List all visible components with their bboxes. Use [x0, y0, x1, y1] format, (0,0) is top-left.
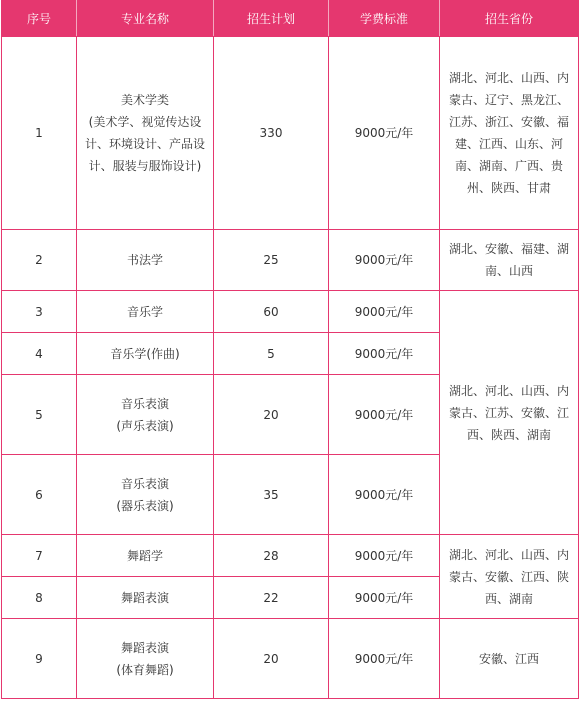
table-row — [2, 37, 579, 230]
major-name-line: (体育舞蹈) — [116, 662, 174, 677]
provinces: 安徽、江西 — [440, 619, 579, 699]
tuition: 9000元/年 — [329, 37, 440, 230]
table-row — [2, 230, 579, 291]
major-name — [77, 619, 214, 699]
enrollment-plan: 20 — [214, 375, 329, 455]
tuition: 9000元/年 — [329, 535, 440, 577]
major-name-line: 书法学 — [126, 253, 163, 267]
tuition: 9000元/年 — [329, 333, 440, 375]
row-index: 9 — [2, 619, 77, 699]
enrollment-plan: 60 — [214, 291, 329, 333]
row-index: 8 — [2, 577, 77, 619]
enrollment-plan: 20 — [214, 619, 329, 699]
row-index: 3 — [2, 291, 77, 333]
enrollment-plan: 22 — [214, 577, 329, 619]
header-provinces: 招生省份 — [440, 1, 579, 37]
tuition: 9000元/年 — [329, 291, 440, 333]
tuition: 9000元/年 — [329, 577, 440, 619]
table-row — [2, 619, 579, 699]
tuition: 9000元/年 — [329, 619, 440, 699]
major-name — [77, 37, 214, 230]
provinces: 湖北、河北、山西、内蒙古、辽宁、黑龙江、江苏、浙江、安徽、福建、江西、山东、河南、湖南、广西、贵州、陕西、甘肃 — [440, 37, 579, 230]
major-name — [77, 535, 214, 577]
major-name — [77, 577, 214, 619]
major-name-line: 舞蹈表演 — [120, 590, 169, 605]
header-enrollment-plan: 招生计划 — [214, 1, 329, 37]
major-name-line: (美术学、视觉传达设计、环境设计、产品设计、服装与服饰设计) — [84, 115, 205, 173]
enrollment-plan: 28 — [214, 535, 329, 577]
major-name-line: 音乐表演 — [120, 396, 169, 411]
major-name-line: 舞蹈表演 — [120, 640, 169, 655]
provinces: 湖北、安徽、福建、湖南、山西 — [440, 230, 579, 291]
header-tuition: 学费标准 — [329, 1, 440, 37]
enrollment-plan: 35 — [214, 455, 329, 535]
major-name — [77, 230, 214, 291]
header-index: 序号 — [2, 1, 77, 37]
major-name — [77, 333, 214, 375]
enrollment-plan-table — [1, 0, 579, 699]
enrollment-plan: 25 — [214, 230, 329, 291]
row-index: 6 — [2, 455, 77, 535]
major-name-line: 舞蹈学 — [126, 548, 163, 563]
major-name — [77, 455, 214, 535]
major-name-line: 音乐学 — [126, 304, 163, 319]
tuition: 9000元/年 — [329, 230, 440, 291]
major-name-line: 美术学类 — [120, 93, 169, 107]
enrollment-plan: 330 — [214, 37, 329, 230]
major-name-line: (器乐表演) — [116, 498, 174, 513]
header-row — [2, 1, 579, 37]
header-major-name: 专业名称 — [77, 1, 214, 37]
enrollment-plan: 5 — [214, 333, 329, 375]
table-row — [2, 535, 579, 577]
major-name — [77, 291, 214, 333]
provinces: 湖北、河北、山西、内蒙古、江苏、安徽、江西、陕西、湖南 — [440, 291, 579, 535]
major-name-line: 音乐学(作曲) — [110, 346, 180, 361]
row-index: 4 — [2, 333, 77, 375]
tuition: 9000元/年 — [329, 375, 440, 455]
table-row — [2, 291, 579, 333]
row-index: 5 — [2, 375, 77, 455]
major-name-line: 音乐表演 — [120, 476, 169, 491]
row-index: 2 — [2, 230, 77, 291]
major-name — [77, 375, 214, 455]
tuition: 9000元/年 — [329, 455, 440, 535]
row-index: 1 — [2, 37, 77, 230]
provinces: 湖北、河北、山西、内蒙古、安徽、江西、陕西、湖南 — [440, 535, 579, 619]
row-index: 7 — [2, 535, 77, 577]
major-name-line: (声乐表演) — [116, 418, 174, 433]
